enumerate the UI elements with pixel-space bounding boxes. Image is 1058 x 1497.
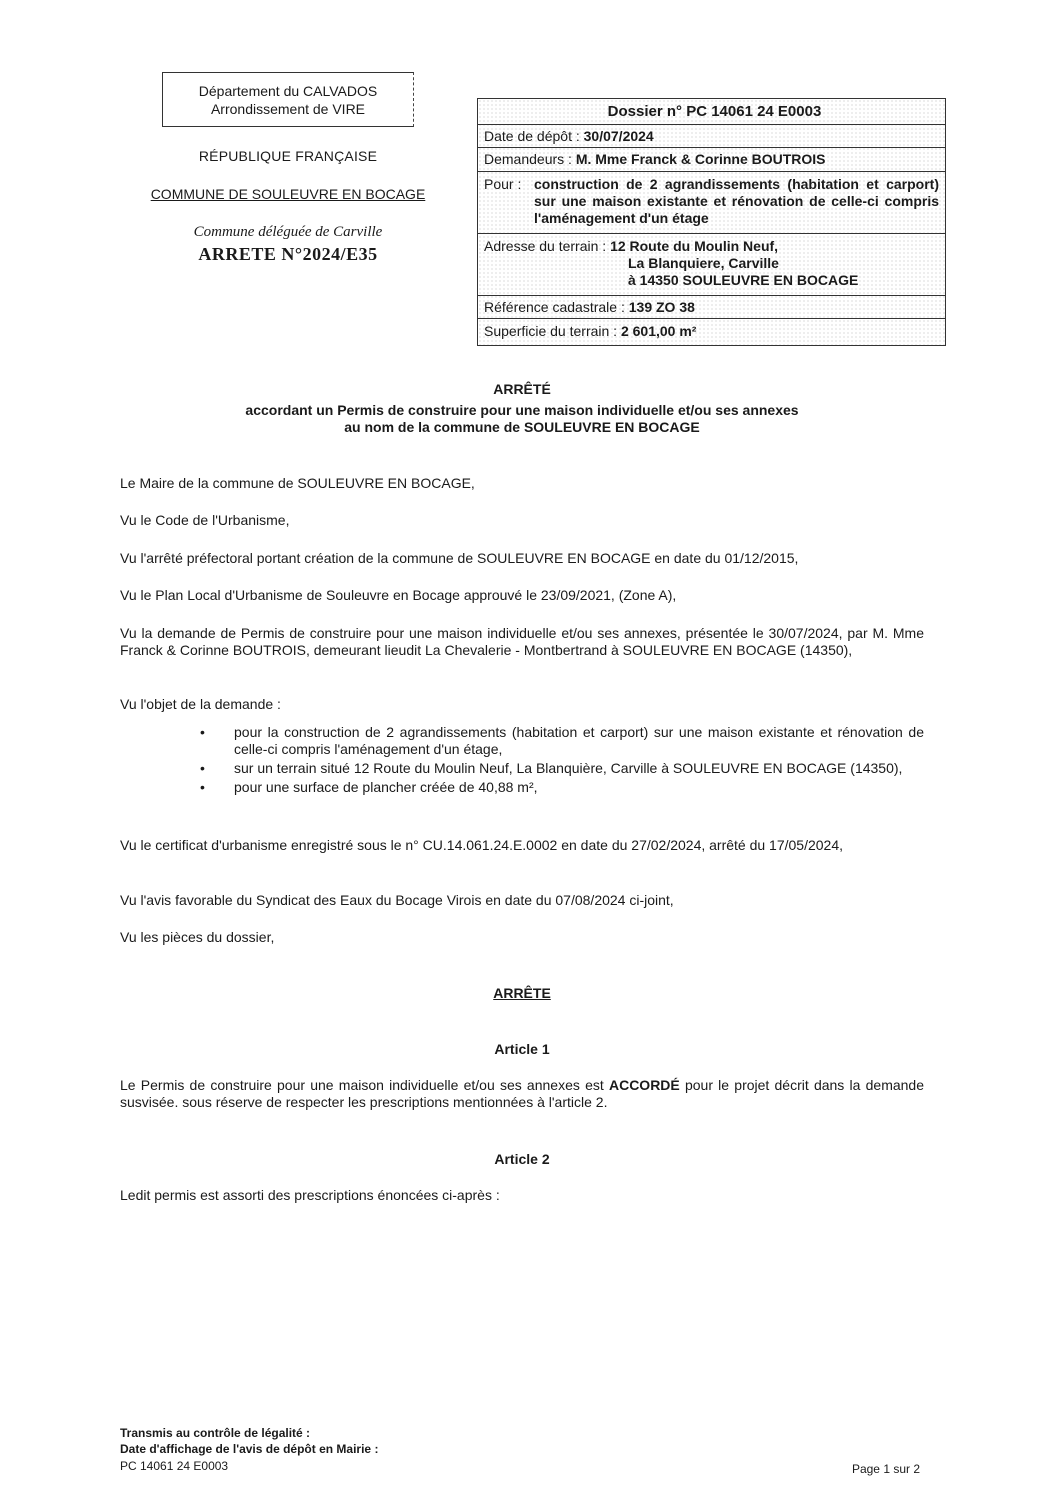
page-number: Page 1 sur 2 (851, 1462, 920, 1476)
article2-title: Article 2 (494, 1151, 550, 1167)
dossier-demandeurs-row (478, 148, 945, 172)
dossier-pour-row (478, 172, 945, 234)
bullet-icon: • (200, 760, 205, 776)
dossier-date-row (478, 125, 945, 148)
footer-affichage: Date d'affichage de l'avis de dépôt en Mairie : (120, 1442, 379, 1456)
department-box (162, 72, 414, 127)
dossier-reference-row (478, 296, 945, 319)
bullet-text: pour une surface de plancher créée de 40,88 m², (234, 779, 538, 795)
pour-label: Pour : (484, 176, 522, 192)
superficie-label: Superficie du terrain : (484, 323, 621, 339)
footer-transmis: Transmis au contrôle de légalité : (120, 1426, 311, 1440)
article1-text-part2: pour le projet décrit dans la demande susvisée. sous réserve de respecter les prescriptions mentionnées à l'article 2. (120, 1077, 924, 1110)
vu-demande-paragraph: Vu la demande de Permis de construire pour une maison individuelle et/ou ses annexes, présentée le 30/07/2024, par M. Mme Franck & Corinne BOUTROIS, demeurant lieudit La Chevalerie - Montbertrand à SOULEUVRE EN BOCAGE (14350), (120, 625, 924, 658)
dossier-adresse-row (478, 234, 945, 296)
adresse-line1: 12 Route du Moulin Neuf, (610, 238, 779, 254)
article1-text-part1: Le Permis de construire pour une maison individuelle et/ou ses annexes est (120, 1077, 609, 1093)
list-item (200, 724, 924, 758)
vu-pieces-paragraph: Vu les pièces du dossier, (120, 929, 275, 945)
republique-label: RÉPUBLIQUE FRANÇAISE (198, 148, 378, 164)
reference-label: Référence cadastrale : (484, 299, 629, 315)
vu-objet-paragraph: Vu l'objet de la demande : (120, 696, 281, 712)
bullet-text: pour la construction de 2 agrandissements (habitation et carport) sur une maison existante et rénovation de celle-ci compris l'aménagement d'un étage, (234, 724, 924, 757)
vu-code-paragraph: Vu le Code de l'Urbanisme, (120, 512, 290, 528)
adresse-line3: à 14350 SOULEUVRE EN BOCAGE (628, 272, 859, 288)
pour-value: construction de 2 agrandissements (habitation et carport) sur une maison existante et rénovation de celle-ci compris l'aménagement d'un étage (534, 176, 939, 226)
demandeurs-label: Demandeurs : (484, 151, 576, 167)
vu-plu-paragraph: Vu le Plan Local d'Urbanisme de Souleuvre en Bocage approuvé le 23/09/2021, (Zone A), (120, 587, 677, 603)
vu-arrete-paragraph: Vu l'arrêté préfectoral portant création de la commune de SOULEUVRE EN BOCAGE en date du 01/12/2015, (120, 550, 799, 566)
list-item (200, 779, 924, 796)
reference-value: 139 ZO 38 (628, 299, 695, 315)
arrete-subtitle-2: au nom de la commune de SOULEUVRE EN BOCAGE (344, 419, 700, 435)
adresse-line2: La Blanquiere, Carville (628, 255, 779, 271)
article1-accorde: ACCORDÉ (608, 1077, 680, 1093)
article1-title: Article 1 (494, 1041, 550, 1057)
arrondissement-label: Arrondissement de VIRE (210, 101, 366, 117)
arrete-section-heading: ARRÊTE (493, 985, 551, 1001)
dossier-title: Dossier n° PC 14061 24 E0003 (478, 99, 945, 125)
dossier-superficie-row (478, 319, 945, 345)
date-label: Date de dépôt : (484, 128, 584, 144)
adresse-label: Adresse du terrain : (484, 238, 611, 254)
footer-reference: PC 14061 24 E0003 (120, 1459, 229, 1473)
vu-avis-paragraph: Vu l'avis favorable du Syndicat des Eaux du Bocage Virois en date du 07/08/2024 ci-joint, (120, 892, 674, 908)
maire-paragraph: Le Maire de la commune de SOULEUVRE EN BOCAGE, (120, 475, 475, 491)
arrete-heading: ARRÊTÉ (493, 381, 551, 397)
commune-deleguee-label: Commune déléguée de Carville (193, 224, 383, 240)
date-value: 30/07/2024 (583, 128, 654, 144)
bullet-icon: • (200, 724, 205, 740)
objet-bullet-list (200, 724, 924, 798)
department-label: Département du CALVADOS (198, 83, 378, 99)
article1-text (120, 1077, 924, 1111)
demandeurs-value: M. Mme Franck & Corinne BOUTROIS (575, 151, 826, 167)
list-item (200, 760, 924, 777)
bullet-text: sur un terrain situé 12 Route du Moulin Neuf, La Blanquière, Carville à SOULEUVRE EN BOCAGE (14350), (234, 760, 903, 776)
arrete-subtitle-1: accordant un Permis de construire pour une maison individuelle et/ou ses annexes (245, 402, 799, 418)
arrete-number: ARRETE N°2024/E35 (198, 244, 378, 264)
superficie-value: 2 601,00 m² (620, 323, 697, 339)
bullet-icon: • (200, 779, 205, 795)
commune-label: COMMUNE DE SOULEUVRE EN BOCAGE (150, 186, 426, 202)
dossier-box (477, 98, 946, 346)
vu-certificat-paragraph: Vu le certificat d'urbanisme enregistré sous le n° CU.14.061.24.E.0002 en date du 27/02/2024, arrêté du 17/05/2024, (120, 837, 844, 853)
article2-text: Ledit permis est assorti des prescriptions énoncées ci-après : (120, 1187, 500, 1203)
